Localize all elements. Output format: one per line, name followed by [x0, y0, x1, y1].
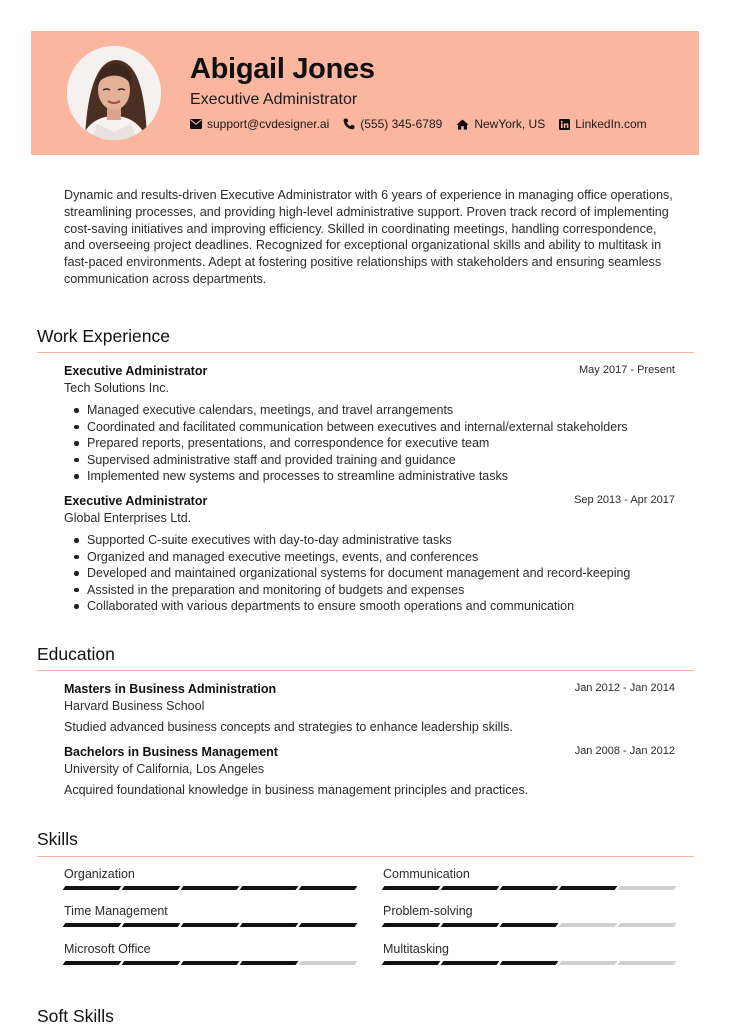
skill-segment-filled: [500, 961, 559, 965]
company-name: Tech Solutions Inc.: [64, 381, 169, 395]
skill-level-bar: [64, 923, 356, 927]
skill-item: [383, 904, 675, 927]
skill-segment-empty: [559, 923, 618, 927]
bullet-item: Supervised administrative staff and provided training and guidance: [87, 452, 628, 469]
skill-segment-filled: [441, 961, 500, 965]
contact-location: [456, 117, 545, 131]
skill-segment-filled: [382, 961, 441, 965]
candidate-name: Abigail Jones: [190, 53, 375, 85]
skill-level-bar: [383, 923, 675, 927]
skill-segment-filled: [299, 923, 358, 927]
job-dates: May 2017 - Present: [579, 364, 675, 376]
bullet-item: Supported C-suite executives with day-to-day administrative tasks: [87, 532, 630, 549]
section-title-education: Education: [37, 644, 115, 664]
linkedin-icon: [559, 119, 570, 130]
skill-item: [383, 867, 675, 890]
job-dates: Sep 2013 - Apr 2017: [574, 494, 675, 506]
skill-level-bar: [64, 961, 356, 965]
skill-segment-filled: [122, 886, 181, 890]
skill-segment-filled: [441, 886, 500, 890]
skill-segment-filled: [122, 961, 181, 965]
bullet-item: Collaborated with various departments to ensure smooth operations and communication: [87, 598, 630, 615]
skill-name: Microsoft Office: [64, 942, 151, 956]
skill-name: Communication: [383, 867, 470, 881]
skill-segment-filled: [122, 923, 181, 927]
contact-linkedin-text: LinkedIn.com: [575, 117, 647, 131]
bullet-item: Developed and maintained organizational systems for document management and record-keeping: [87, 566, 631, 580]
contact-email[interactable]: [190, 117, 329, 131]
skill-segment-empty: [299, 961, 358, 965]
skill-segment-empty: [618, 886, 677, 890]
education-description: Acquired foundational knowledge in business management principles and practices.: [64, 783, 529, 797]
skill-item: [64, 904, 356, 927]
bullet-item: Coordinated and facilitated communication between executives and internal/external stakeholders: [87, 419, 628, 434]
section-divider: [37, 856, 694, 857]
company-name: Global Enterprises Ltd.: [64, 511, 192, 525]
section-divider: [37, 670, 694, 671]
section-divider: [37, 352, 694, 353]
contact-phone-text: (555) 345-6789: [360, 117, 443, 131]
contact-phone[interactable]: [343, 117, 442, 131]
skill-name: Organization: [64, 867, 135, 881]
education-dates: Jan 2012 - Jan 2014: [574, 682, 675, 694]
school-name: University of California, Los Angeles: [64, 762, 265, 776]
skill-segment-filled: [63, 886, 122, 890]
profile-photo: [67, 46, 161, 140]
skill-segment-filled: [500, 886, 559, 890]
skill-segment-empty: [618, 961, 677, 965]
skill-name: Problem-solving: [383, 904, 473, 918]
skill-name: Multitasking: [383, 942, 449, 956]
profile-summary: Dynamic and results-driven Executive Administrator with 6 years of experience in managing office operations, streamlining processes, and providing high-level administrative support. Proven track record of implementing cost-saving initiatives and improving efficiency. Skilled in coordinating meetings, handling correspondence, and overseeing project deadlines. Recognized for exceptional organizational skills and ability to multitask in fast-paced environments. Adept at fostering positive relationships with stakeholders and ensuring seamless communication across departments.: [64, 188, 673, 286]
skill-segment-filled: [63, 923, 122, 927]
bullet-item: Implemented new systems and processes to streamline administrative tasks: [87, 468, 628, 485]
skill-item: [64, 867, 356, 890]
phone-icon: [343, 118, 355, 130]
skill-level-bar: [383, 961, 675, 965]
home-icon: [456, 119, 469, 130]
job-bullets: [64, 532, 630, 615]
job-title: Executive Administrator: [64, 494, 208, 508]
bullet-item: Prepared reports, presentations, and correspondence for executive team: [87, 435, 628, 452]
section-title-skills: Skills: [37, 829, 78, 849]
bullet-item: Organized and managed executive meetings, events, and conferences: [87, 549, 630, 566]
degree-title: Masters in Business Administration: [64, 682, 277, 696]
skill-name: Time Management: [64, 904, 168, 918]
envelope-icon: [190, 119, 202, 129]
skill-segment-filled: [63, 961, 122, 965]
skill-segment-filled: [181, 923, 240, 927]
bullet-item: Assisted in the preparation and monitoring of budgets and expenses: [87, 582, 630, 599]
education-description: Studied advanced business concepts and strategies to enhance leadership skills.: [64, 720, 513, 734]
degree-title: Bachelors in Business Management: [64, 745, 278, 759]
skill-segment-filled: [382, 886, 441, 890]
job-bullets: [64, 402, 628, 485]
skill-segment-filled: [181, 961, 240, 965]
skill-item: [383, 942, 675, 965]
job-title: Executive Administrator: [64, 364, 208, 378]
skill-level-bar: [383, 886, 675, 890]
portrait-image: [67, 46, 161, 140]
section-title-soft-skills: Soft Skills: [37, 1006, 114, 1026]
skill-segment-filled: [441, 923, 500, 927]
bullet-item: Managed executive calendars, meetings, and travel arrangements: [87, 402, 628, 419]
contact-email-text: support@cvdesigner.ai: [207, 117, 330, 131]
skill-segment-filled: [240, 961, 299, 965]
skill-segment-filled: [382, 923, 441, 927]
skill-segment-empty: [618, 923, 677, 927]
candidate-title: Executive Administrator: [190, 91, 358, 108]
skill-segment-filled: [500, 923, 559, 927]
skill-item: [64, 942, 356, 965]
contact-location-text: NewYork, US: [474, 117, 546, 131]
school-name: Harvard Business School: [64, 699, 205, 713]
skill-segment-filled: [181, 886, 240, 890]
skill-segment-filled: [559, 886, 618, 890]
section-title-work: Work Experience: [37, 326, 170, 346]
contact-linkedin[interactable]: [559, 117, 646, 131]
skill-segment-filled: [299, 886, 358, 890]
skill-segment-empty: [559, 961, 618, 965]
skill-segment-filled: [240, 923, 299, 927]
education-dates: Jan 2008 - Jan 2012: [574, 745, 675, 757]
contact-row: [190, 117, 647, 131]
skill-level-bar: [64, 886, 356, 890]
skill-segment-filled: [240, 886, 299, 890]
resume-header: [31, 31, 699, 155]
